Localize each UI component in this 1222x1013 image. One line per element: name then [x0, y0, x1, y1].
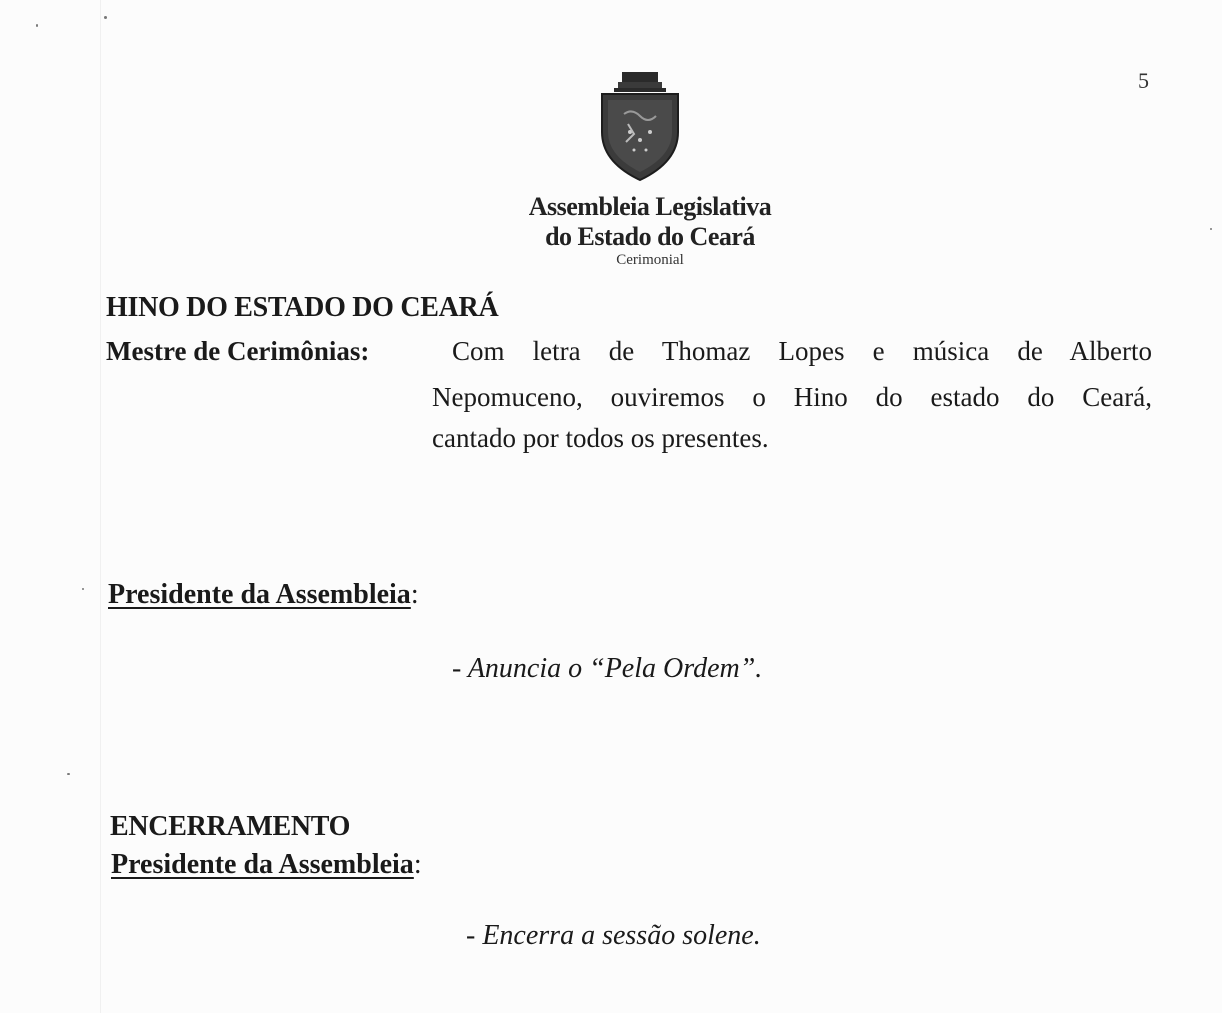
- scan-speck: [82, 588, 84, 590]
- org-name-line1: Assembleia Legislativa: [528, 192, 772, 221]
- hino-text-line3: cantado por todos os presentes.: [432, 423, 769, 453]
- state-crest-icon: [594, 70, 686, 182]
- scan-speck: [104, 16, 107, 19]
- scan-speck: [1210, 228, 1212, 230]
- hino-text-line2: Nepomuceno, ouviremos o Hino do estado do Ceará,: [432, 382, 1152, 412]
- section-title-hino: HINO DO ESTADO DO CEARÁ: [106, 292, 499, 323]
- action-pela-ordem: - Anuncia o “Pela Ordem”.: [452, 653, 763, 684]
- speaker-presidente-1: [108, 579, 419, 611]
- speaker-colon: :: [410, 579, 419, 610]
- speaker-name: Presidente da Assembleia: [111, 849, 414, 880]
- action-encerra: - Encerra a sessão solene.: [466, 920, 761, 951]
- page-margin-shadow: [100, 0, 101, 1013]
- speaker-presidente-2: [111, 849, 422, 881]
- department-name: Cerimonial: [616, 252, 684, 268]
- speaker-label-mestre: Mestre de Cerimônias:: [106, 336, 370, 366]
- speaker-name: Presidente da Assembleia: [108, 579, 411, 610]
- scan-speck: [67, 773, 70, 775]
- section-title-encerramento: ENCERRAMENTO: [110, 811, 351, 842]
- page-number: 5: [1138, 68, 1149, 93]
- speaker-colon: :: [413, 849, 422, 880]
- scan-speck: [36, 24, 38, 27]
- org-name-line2: do Estado do Ceará: [545, 222, 755, 251]
- hino-text-line1: Com letra de Thomaz Lopes e música de Alberto: [452, 336, 1152, 366]
- hino-text-body: [432, 377, 1152, 459]
